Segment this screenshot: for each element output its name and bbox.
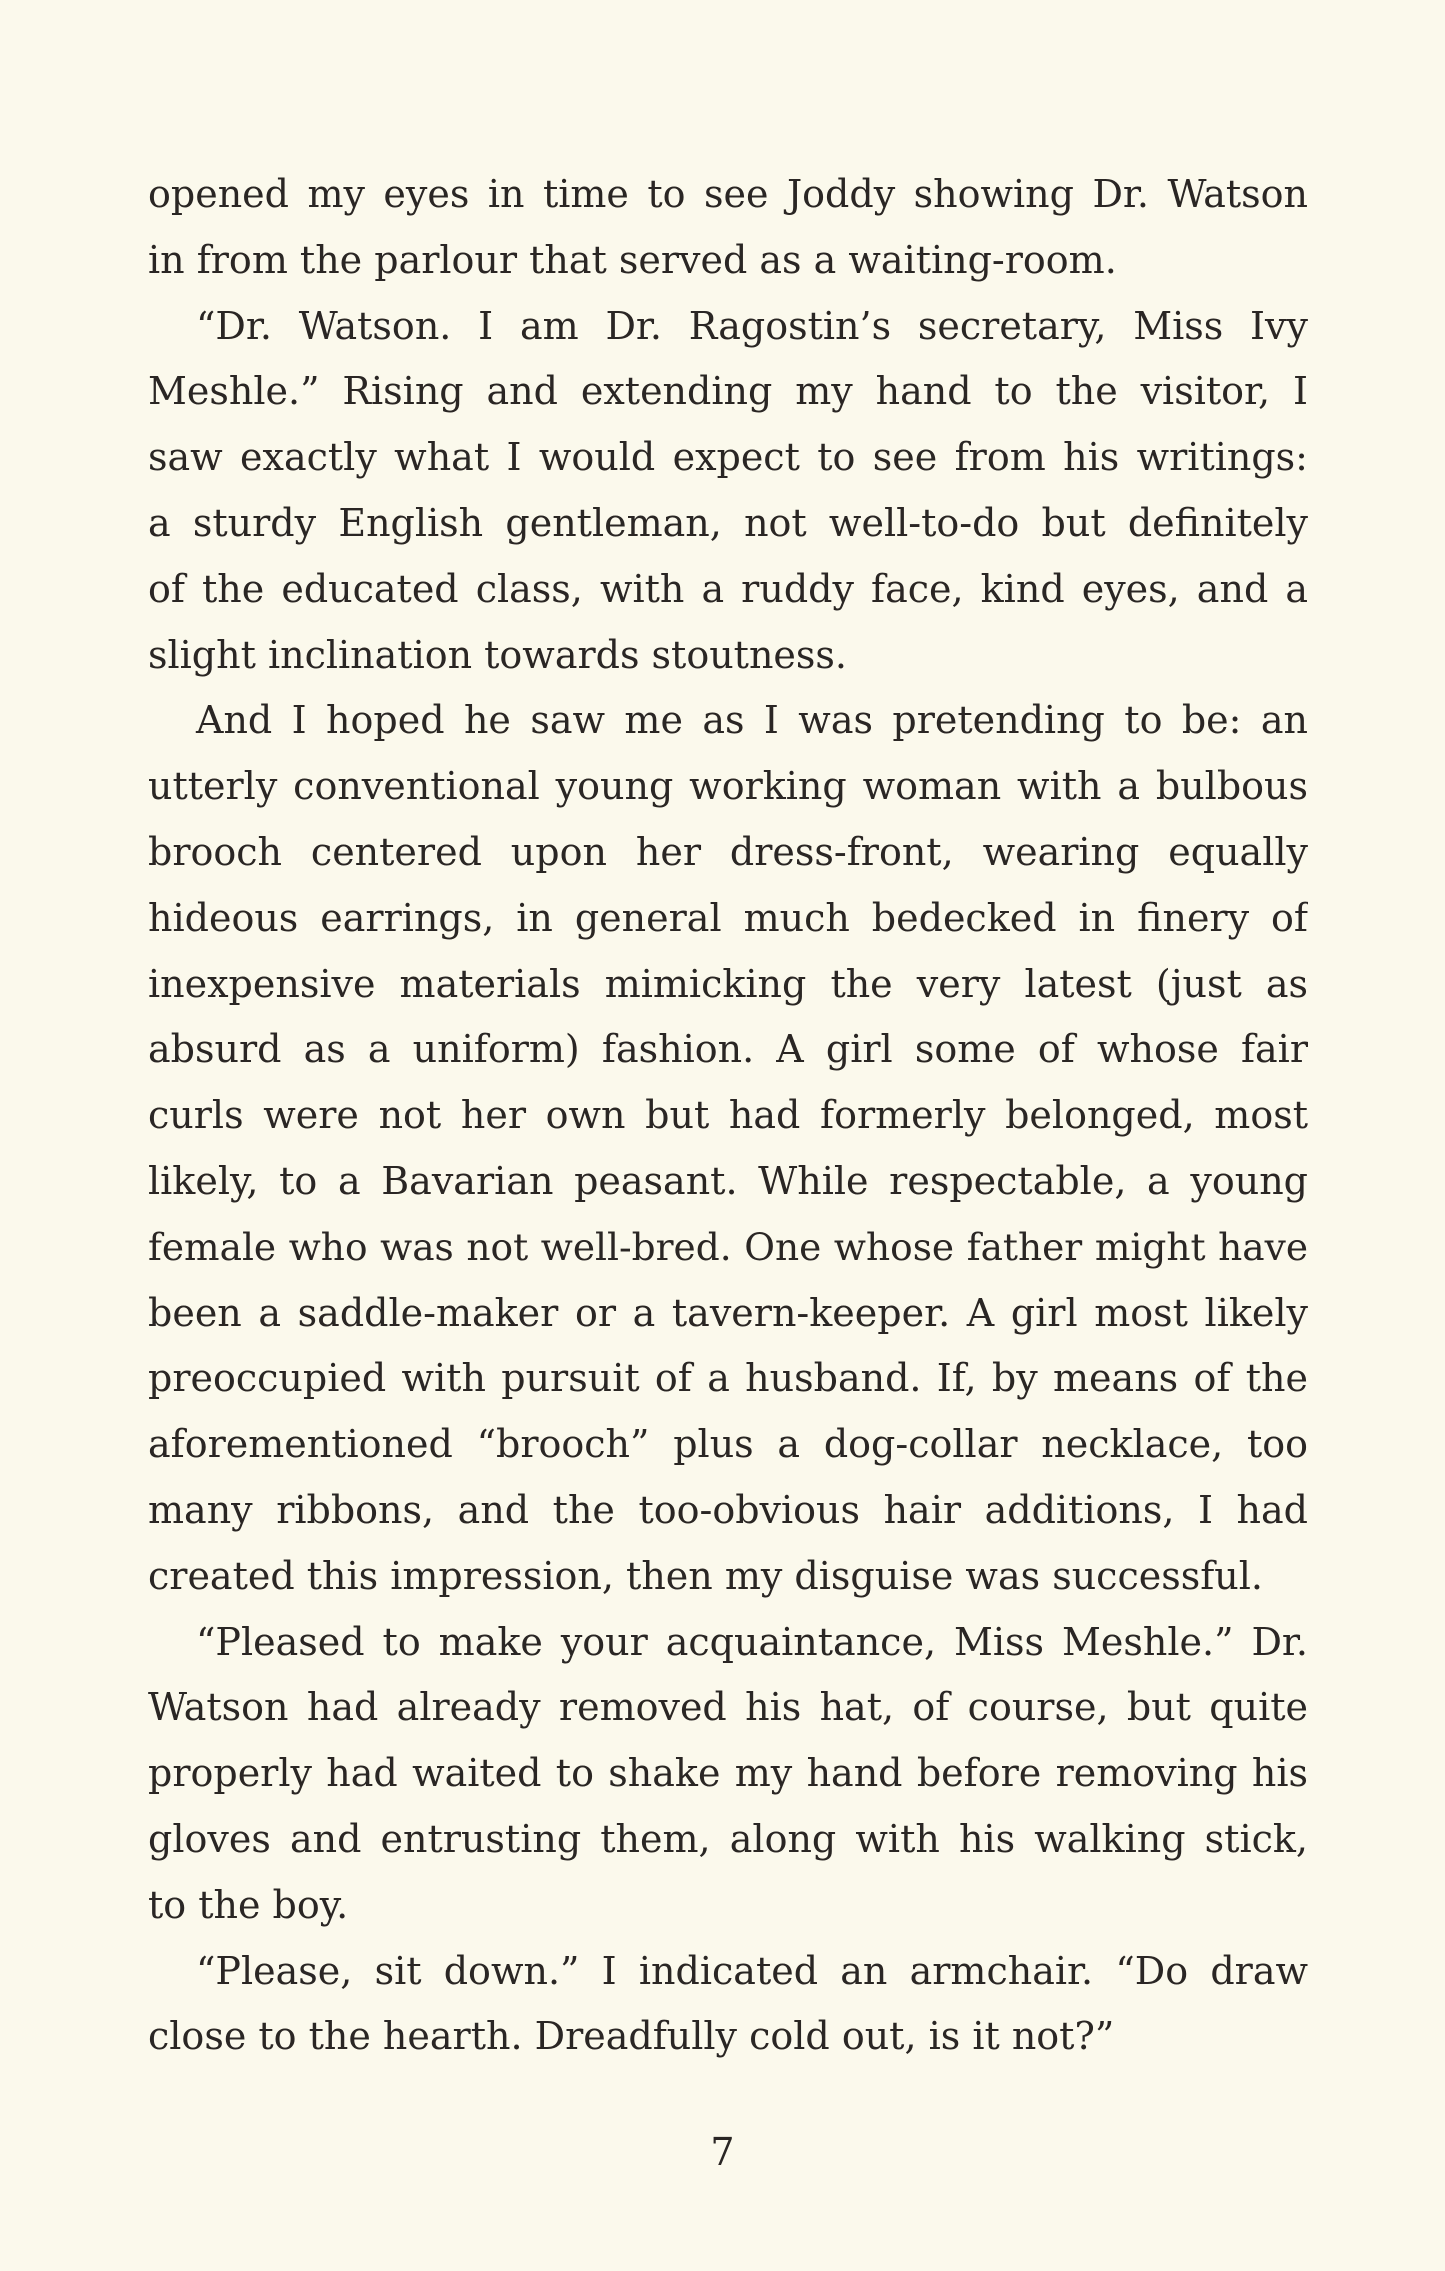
text-line: opened my eyes in time to see Joddy showing Dr. Watson <box>148 172 1308 216</box>
text-line: “Pleased to make your acquaintance, Miss Meshle.” Dr. <box>196 1619 1308 1664</box>
text-line: many ribbons, and the too-obvious hair additions, I had <box>148 1487 1308 1532</box>
text-line: Meshle.” Rising and extending my hand to the visitor, I <box>148 369 1308 414</box>
text-line: created this impression, then my disguise was successful. <box>148 1553 1263 1598</box>
text-line: Watson had already removed his hat, of course, but quite <box>148 1685 1308 1730</box>
text-line: a sturdy English gentleman, not well-to-do but definitely <box>148 500 1308 545</box>
text-line: likely, to a Bavarian peasant. While respectable, a young <box>148 1158 1308 1203</box>
text-line: aforementioned “brooch” plus a dog-collar necklace, too <box>148 1422 1308 1467</box>
text-line: “Please, sit down.” I indicated an armchair. “Do draw <box>196 1948 1308 1993</box>
text-line: preoccupied with pursuit of a husband. If, by means of the <box>148 1356 1308 1401</box>
text-line: “Dr. Watson. I am Dr. Ragostin’s secretary, Miss Ivy <box>196 303 1308 348</box>
text-line: gloves and entrusting them, along with his walking stick, <box>148 1816 1308 1861</box>
text-line: saw exactly what I would expect to see from his writings: <box>148 435 1308 480</box>
text-line: And I hoped he saw me as I was pretending to be: an <box>196 698 1308 743</box>
text-line: female who was not well-bred. One whose father might have <box>148 1224 1308 1269</box>
text-line: absurd as a uniform) fashion. A girl some of whose fair <box>148 1027 1308 1072</box>
text-line: in from the parlour that served as a waiting-room. <box>148 237 1117 282</box>
text-line: hideous earrings, in general much bedecked in finery of <box>148 895 1308 940</box>
text-line: slight inclination towards stoutness. <box>148 632 847 677</box>
text-line: inexpensive materials mimicking the very latest (just as <box>148 961 1308 1006</box>
text-line: brooch centered upon her dress-front, wearing equally <box>148 829 1308 874</box>
text-line: been a saddle-maker or a tavern-keeper. A girl most likely <box>148 1290 1308 1335</box>
text-line: of the educated class, with a ruddy face, kind eyes, and a <box>148 566 1308 611</box>
text-line: close to the hearth. Dreadfully cold out, is it not?” <box>148 2014 1115 2059</box>
body-text <box>148 162 1308 2070</box>
text-line: curls were not her own but had formerly belonged, most <box>148 1093 1308 1138</box>
text-line: properly had waited to shake my hand before removing his <box>148 1751 1308 1796</box>
page-number: 7 <box>710 2130 735 2174</box>
text-line: to the boy. <box>148 1882 349 1927</box>
text-line: utterly conventional young working woman with a bulbous <box>148 764 1308 809</box>
